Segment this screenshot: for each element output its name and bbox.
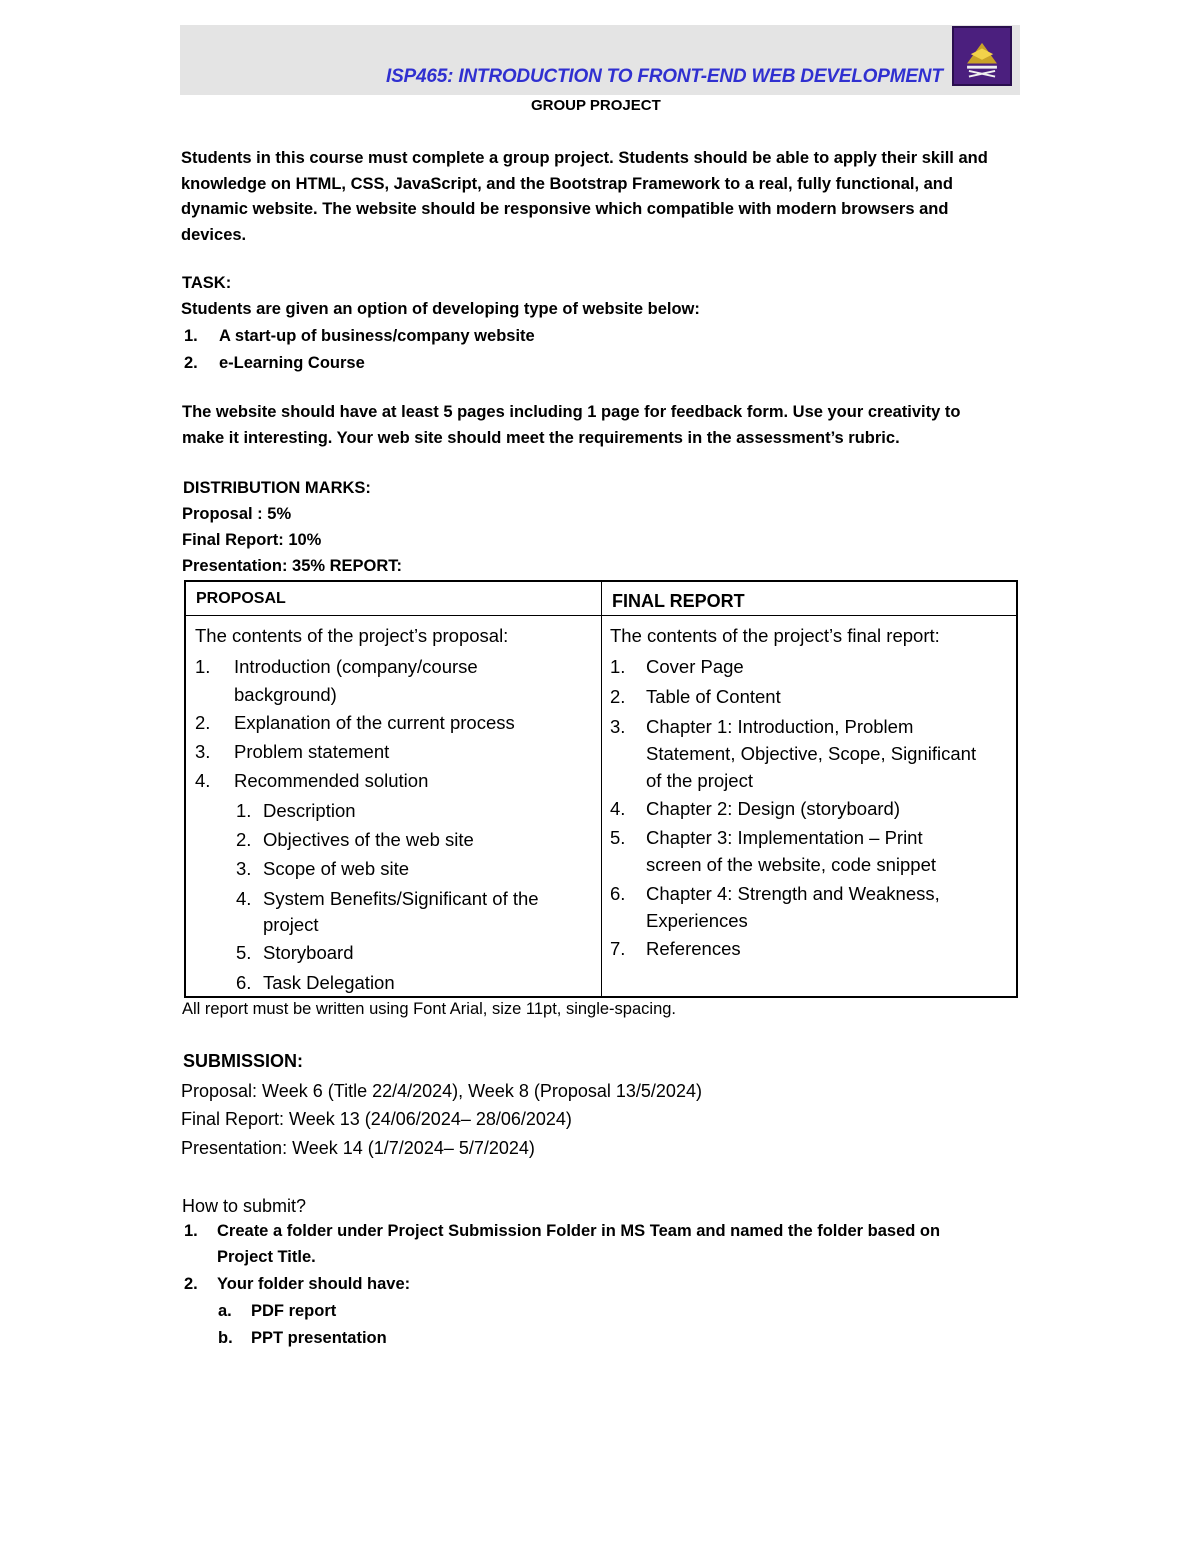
- list-number: 3.: [610, 716, 626, 737]
- list-number: 2.: [184, 354, 198, 372]
- list-text: Storyboard: [263, 942, 354, 963]
- list-text: Chapter 2: Design (storyboard): [646, 798, 900, 819]
- list-text: Cover Page: [646, 656, 744, 677]
- list-text: Your folder should have:: [217, 1275, 411, 1293]
- university-crest-icon: [952, 26, 1012, 86]
- list-text: background): [234, 684, 337, 705]
- intro-paragraph: Students in this course must complete a group project. Students should be able to apply their skill and knowledge on HTML, CSS, JavaScript, and the Bootstrap Framework to a real, fully functional, and dynamic website. The website should be responsive which compatible with modern browsers and devices.: [181, 149, 988, 244]
- final-intro: The contents of the project’s final report:: [610, 625, 940, 646]
- submission-proposal: Proposal: Week 6 (Title 22/4/2024), Week 8 (Proposal 13/5/2024): [181, 1081, 702, 1101]
- proposal-column: [195, 622, 595, 998]
- list-number: 2.: [236, 829, 252, 850]
- list-number: 1.: [184, 327, 198, 345]
- list-number: 1.: [195, 656, 211, 677]
- list-text: Chapter 3: Implementation – Print: [646, 827, 923, 848]
- list-letter: a.: [218, 1302, 232, 1320]
- column-header-final-report: FINAL REPORT: [612, 591, 745, 611]
- list-item: [184, 1222, 940, 1241]
- report-format-note: All report must be written using Font Arial, size 11pt, single-spacing.: [182, 1000, 677, 1018]
- list-text: Objectives of the web site: [263, 829, 474, 850]
- list-number: 5.: [236, 942, 252, 963]
- list-item: [610, 935, 1015, 964]
- list-text: Explanation of the current process: [234, 712, 515, 733]
- list-text: References: [646, 938, 741, 959]
- list-item: [184, 1275, 410, 1294]
- list-text: Task Delegation: [263, 972, 395, 993]
- list-item: [218, 1329, 387, 1348]
- list-number: 4.: [236, 888, 252, 909]
- task-lead: Students are given an option of developing type of website below:: [181, 300, 700, 318]
- list-item: [610, 880, 1015, 935]
- list-text: Experiences: [646, 910, 748, 931]
- list-item: [610, 713, 1015, 795]
- list-text: Introduction (company/course: [234, 656, 478, 677]
- proposal-intro: The contents of the project’s proposal:: [195, 625, 509, 646]
- list-item: [195, 738, 595, 767]
- list-number: 3.: [236, 858, 252, 879]
- list-text: A start-up of business/company website: [219, 327, 535, 345]
- task-heading: TASK:: [182, 274, 232, 292]
- list-item: [218, 1302, 336, 1321]
- marks-heading: DISTRIBUTION MARKS:: [183, 479, 371, 497]
- list-text: Create a folder under Project Submission Folder in MS Team and named the folder based on: [217, 1222, 941, 1240]
- list-number: 1.: [610, 656, 626, 677]
- list-text: screen of the website, code snippet: [646, 854, 937, 875]
- list-text: Chapter 4: Strength and Weakness,: [646, 883, 940, 904]
- list-item: [184, 327, 535, 346]
- list-item: [195, 797, 595, 826]
- list-text: Scope of web site: [263, 858, 410, 879]
- list-number: 2.: [184, 1275, 198, 1293]
- list-text: Description: [263, 800, 356, 821]
- list-number: 7.: [610, 938, 626, 959]
- list-number: 2.: [610, 686, 626, 707]
- subtitle: GROUP PROJECT: [531, 97, 661, 114]
- submission-final-report: Final Report: Week 13 (24/06/2024– 28/06/2024): [181, 1109, 572, 1129]
- list-letter: b.: [218, 1329, 233, 1347]
- final-report-column: [610, 622, 1015, 964]
- marks-presentation: Presentation: 35% REPORT:: [182, 557, 403, 575]
- course-title: ISP465: INTRODUCTION TO FRONT-END WEB DEVELOPMENT: [386, 66, 943, 87]
- list-text: Statement, Objective, Scope, Significant: [646, 743, 977, 764]
- list-text: Problem statement: [234, 741, 390, 762]
- list-number: 4.: [610, 798, 626, 819]
- task-note-line: make it interesting. Your web site should meet the requirements in the assessment’s rubric.: [182, 429, 900, 447]
- marks-proposal: Proposal : 5%: [182, 505, 292, 523]
- list-item: [195, 826, 595, 855]
- table-divider: [601, 582, 602, 996]
- list-text: project: [263, 914, 319, 935]
- list-number: 3.: [195, 741, 211, 762]
- submission-presentation: Presentation: Week 14 (1/7/2024– 5/7/2024): [181, 1138, 535, 1158]
- list-text: Project Title.: [217, 1248, 316, 1266]
- marks-final-report: Final Report: 10%: [182, 531, 322, 549]
- list-text: of the project: [646, 770, 753, 791]
- list-number: 1.: [184, 1222, 198, 1240]
- how-to-submit-heading: How to submit?: [182, 1196, 307, 1216]
- list-number: 5.: [610, 827, 626, 848]
- list-item: [195, 855, 595, 885]
- list-number: 1.: [236, 800, 252, 821]
- list-item: [195, 969, 595, 998]
- task-note-line: The website should have at least 5 pages including 1 page for feedback form. Use your creativity to: [182, 403, 961, 421]
- list-item: [610, 795, 1015, 824]
- list-item: [610, 653, 1015, 683]
- list-item: [195, 653, 595, 709]
- list-text: PDF report: [251, 1302, 337, 1320]
- list-number: 6.: [610, 883, 626, 904]
- list-text: System Benefits/Significant of the: [263, 888, 539, 909]
- report-requirements-table: [184, 580, 1018, 998]
- list-item: [610, 683, 1015, 713]
- list-number: 6.: [236, 972, 252, 993]
- table-divider: [186, 615, 1016, 616]
- list-item: [610, 824, 1015, 880]
- list-item: [195, 709, 595, 738]
- list-text: e-Learning Course: [219, 354, 365, 372]
- list-text: Table of Content: [646, 686, 781, 707]
- list-item: [195, 939, 595, 969]
- column-header-proposal: PROPOSAL: [196, 590, 286, 607]
- list-text: Recommended solution: [234, 770, 429, 791]
- list-number: 2.: [195, 712, 211, 733]
- list-item: [195, 767, 595, 797]
- list-item: [184, 354, 365, 373]
- list-item: [195, 885, 595, 939]
- submission-heading: SUBMISSION:: [183, 1051, 304, 1071]
- list-text: PPT presentation: [251, 1329, 387, 1347]
- list-text: Chapter 1: Introduction, Problem: [646, 716, 914, 737]
- list-number: 4.: [195, 770, 211, 791]
